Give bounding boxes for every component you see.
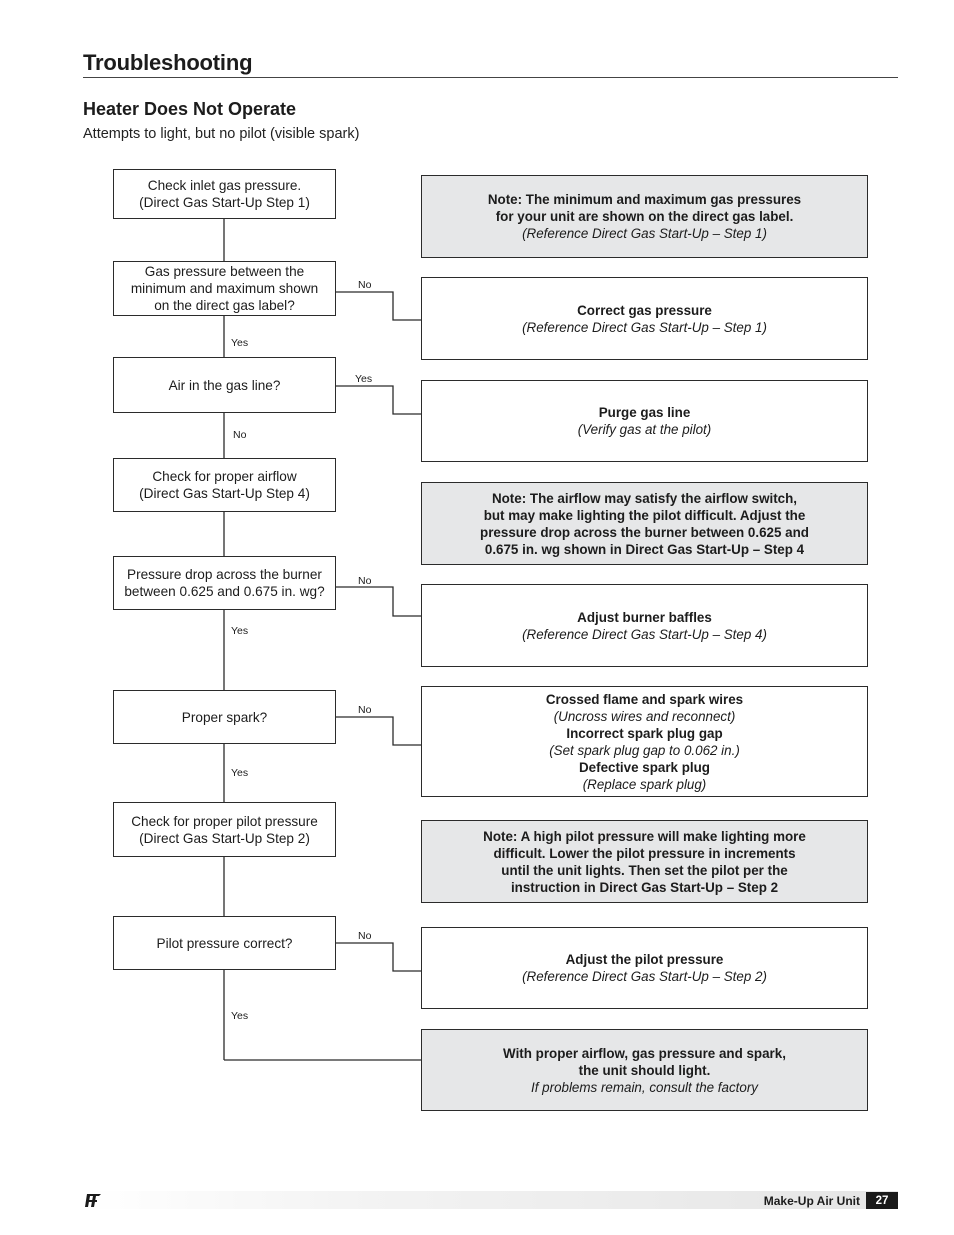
final-outcome [421,1029,868,1111]
note-bold-line: pressure drop across the burner between 0.625 and [480,524,809,540]
step-pilot-pressure-correct [113,916,336,970]
page-title: Troubleshooting [83,50,253,75]
step-line: Check for proper pilot pressure [131,813,318,829]
step-proper-spark [113,690,336,744]
branch-label-no: No [358,575,372,587]
action-reference: (Reference Direct Gas Start-Up – Step 2) [522,969,767,984]
greenheck-logo-icon [84,1193,102,1208]
action-reference: (Reference Direct Gas Start-Up – Step 4) [522,626,767,642]
step-pressure-drop-range [113,556,336,610]
step-check-inlet-gas-pressure [113,169,336,219]
step-line: Pressure drop across the burner [127,567,322,582]
action-title: Crossed flame and spark wires [545,691,744,707]
action-reference: (Set spark plug gap to 0.062 in.) [549,742,740,758]
note-bold-line: for your unit are shown on the direct gas label. [495,209,794,224]
action-reference: (Reference Direct Gas Start-Up – Step 1) [522,319,767,335]
note-reference: (Reference Direct Gas Start-Up – Step 1) [522,226,767,241]
note-gas-pressure-label [421,175,868,258]
branch-label-yes: Yes [231,767,249,779]
action-adjust-pilot-pressure [421,927,868,1009]
note-pilot-pressure [421,820,868,903]
branch-label-no: No [233,429,247,441]
note-bold-line: Note: The minimum and maximum gas pressures [487,192,802,207]
note-bold-line: difficult. Lower the pilot pressure in increments [493,845,796,861]
branch-label-yes: Yes [355,373,373,385]
note-bold-line: Note: The airflow may satisfy the airflow switch, [491,490,798,506]
branch-label-yes: Yes [231,1010,249,1022]
branch-label-yes: Yes [231,625,249,637]
step-line: Air in the gas line? [168,377,281,393]
action-reference: (Replace spark plug) [582,776,707,792]
note-bold-line: instruction in Direct Gas Start-Up – Step 2 [510,879,779,895]
action-title: Incorrect spark plug gap [566,725,723,741]
step-line: between 0.625 and 0.675 in. wg? [124,584,325,599]
page-number: 27 [866,1192,898,1209]
note-bold-line: but may make lighting the pilot difficult. Adjust the [483,507,806,523]
branch-label-yes: Yes [231,337,249,349]
step-line: Proper spark? [181,709,268,725]
action-purge-gas-line [421,380,868,462]
action-reference: (Uncross wires and reconnect) [553,708,736,724]
section-subtitle: Attempts to light, but no pilot (visible spark) [83,126,360,142]
note-bold-line: Note: A high pilot pressure will make lighting more [483,828,806,844]
final-reference: If problems remain, consult the factory [531,1079,758,1095]
final-bold-line: With proper airflow, gas pressure and spark, [503,1045,786,1061]
action-title: Purge gas line [598,405,691,420]
action-title: Defective spark plug [579,759,710,775]
step-air-in-gas-line [113,357,336,413]
final-bold-line: the unit should light. [578,1062,711,1078]
branch-label-no: No [358,279,372,291]
step-gas-pressure-within-range [113,261,336,316]
note-airflow [421,482,868,565]
step-line: (Direct Gas Start-Up Step 4) [139,486,310,501]
step-line: minimum and maximum shown [130,281,319,296]
step-line: (Direct Gas Start-Up Step 2) [139,830,310,846]
step-line: on the direct gas label? [154,298,295,313]
footer-product-name: Make-Up Air Unit [763,1194,860,1208]
step-check-pilot-pressure [113,802,336,857]
action-title: Correct gas pressure [577,302,712,318]
action-correct-gas-pressure [421,277,868,360]
action-title: Adjust burner baffles [577,609,712,625]
action-spark-fixes [421,686,868,797]
branch-label-no: No [358,930,372,942]
note-bold-line: 0.675 in. wg shown in Direct Gas Start-Up – Step 4 [484,541,805,557]
note-bold-line: until the unit lights. Then set the pilot per the [501,862,788,878]
step-line: (Direct Gas Start-Up Step 1) [139,195,310,210]
step-check-airflow [113,458,336,512]
section-title: Heater Does Not Operate [83,99,297,119]
step-line: Pilot pressure correct? [156,935,293,951]
step-line: Gas pressure between the [144,264,305,279]
step-line: Check inlet gas pressure. [147,178,302,193]
branch-label-no: No [358,704,372,716]
action-title: Adjust the pilot pressure [565,952,724,967]
action-reference: (Verify gas at the pilot) [577,422,712,437]
action-adjust-burner-baffles [421,584,868,667]
step-line: Check for proper airflow [152,469,297,484]
